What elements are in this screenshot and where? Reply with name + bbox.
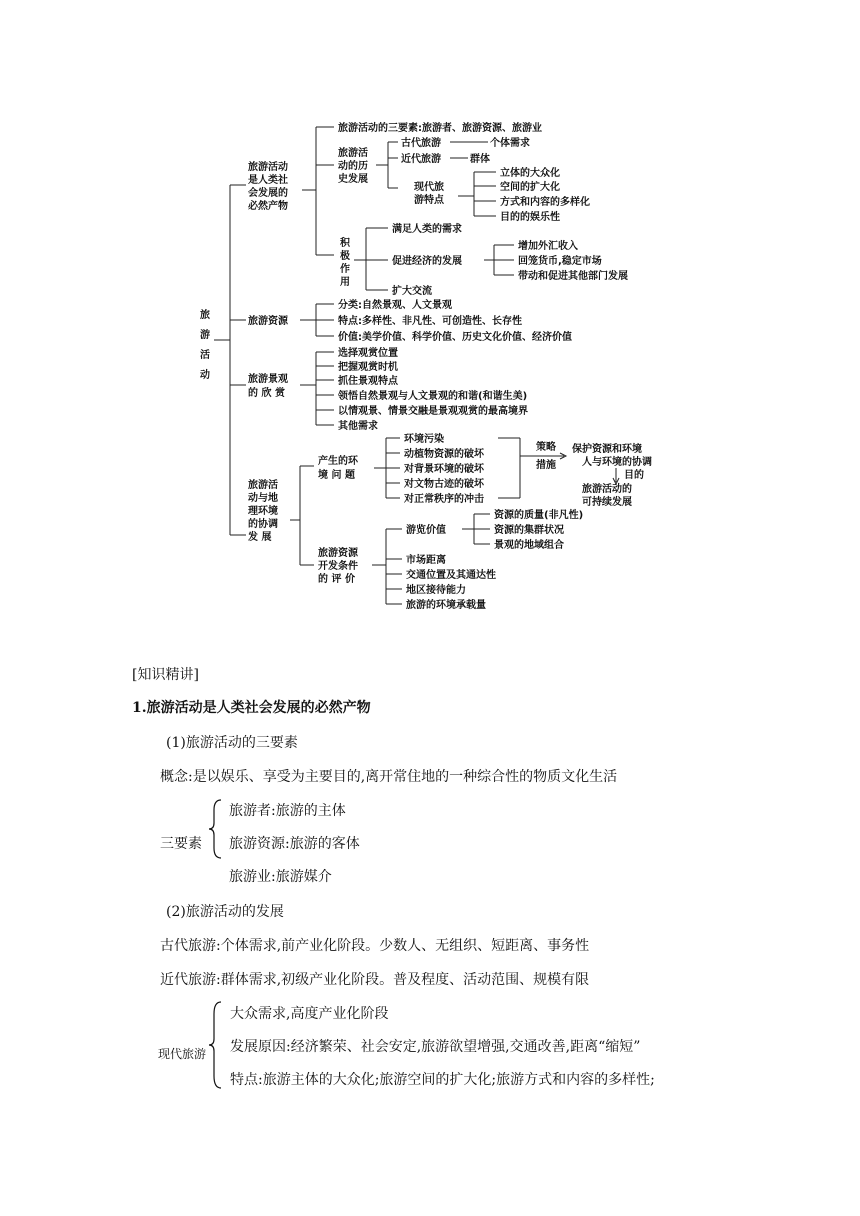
svg-text:旅游资源: 旅游资源 xyxy=(318,548,358,559)
positive-role-list xyxy=(392,222,462,297)
visit-value-item: 资源的集群状况 xyxy=(494,525,564,536)
env-problem-item: 对文物古迹的破坏 xyxy=(404,479,484,490)
svg-text:活: 活 xyxy=(200,350,210,361)
appreciation-item: 领悟自然景观与人文景观的和谐(和谐生美) xyxy=(338,391,528,402)
svg-text:必然产物: 必然产物 xyxy=(248,201,288,212)
svg-text:产生的环: 产生的环 xyxy=(318,456,358,467)
goal-result-node xyxy=(582,482,632,508)
svg-text:理环境: 理环境 xyxy=(248,506,278,517)
env-problem-list xyxy=(403,432,485,505)
three-elements-label: 三要素 xyxy=(160,836,202,852)
other-condition-item: 地区接待能力 xyxy=(406,585,466,596)
svg-text:旅游景观: 旅游景观 xyxy=(248,374,288,385)
svg-text:极: 极 xyxy=(340,251,350,262)
modern-feature-item: 空间的扩大化 xyxy=(500,182,560,193)
svg-text:策略: 策略 xyxy=(536,442,556,453)
svg-text:用: 用 xyxy=(340,277,350,288)
modern-travel-item: 大众需求,高度产业化阶段 xyxy=(230,1006,389,1022)
modern-feature-list xyxy=(500,166,590,223)
svg-text:动的历: 动的历 xyxy=(338,161,368,172)
svg-text:现代旅: 现代旅 xyxy=(414,182,444,193)
visit-value-node: 游览价值 xyxy=(406,525,446,536)
three-elements-node: 旅游活动的三要素:旅游者、旅游资源、旅游业 xyxy=(338,123,542,134)
appreciation-item: 把握观赏时机 xyxy=(338,362,398,373)
branch3-title xyxy=(248,372,288,399)
positive-role-item: 扩大交流 xyxy=(392,286,432,297)
svg-text:的 评 价: 的 评 价 xyxy=(318,574,355,585)
svg-text:积: 积 xyxy=(340,238,350,249)
other-condition-item: 旅游的环境承载量 xyxy=(406,600,486,611)
positive-role-item: 满足人类的需求 xyxy=(392,224,462,235)
early-modern-travel-text: 近代旅游:群体需求,初级产业化阶段。普及程度、活动范围、规模有限 xyxy=(160,972,590,988)
resource-item: 分类:自然景观、人文景观 xyxy=(338,300,452,311)
section-label: [知识精讲] xyxy=(132,667,199,683)
env-problem-item: 对正常秩序的冲击 xyxy=(404,494,484,505)
other-condition-item: 交通位置及其通达性 xyxy=(406,570,496,581)
modern-travel-label: 现代旅游 xyxy=(158,1047,207,1061)
economy-list xyxy=(518,239,628,282)
visit-value-item: 资源的质量(非凡性) xyxy=(494,510,584,521)
dev-conditions-node xyxy=(318,546,359,585)
svg-text:旅游活: 旅游活 xyxy=(338,148,368,159)
svg-text:人与环境的协调: 人与环境的协调 xyxy=(582,457,652,468)
protect-node xyxy=(571,442,652,468)
goal-label: 目的 xyxy=(624,470,644,481)
modern-feature-item: 方式和内容的多样化 xyxy=(500,197,590,208)
modern-feature-item: 目的的娱乐性 xyxy=(500,212,560,223)
other-condition-item: 市场距离 xyxy=(406,555,446,566)
svg-text:保护资源和环境: 保护资源和环境 xyxy=(572,444,642,455)
concept-text: 概念:是以娱乐、享受为主要目的,离开常住地的一种综合性的物质文化生活 xyxy=(160,769,618,785)
branch4-title xyxy=(247,478,278,543)
modern-travel-brace xyxy=(208,1000,224,1090)
three-element-item: 旅游者:旅游的主体 xyxy=(229,803,346,819)
svg-text:动与地: 动与地 xyxy=(248,493,278,504)
appreciation-item: 选择观赏位置 xyxy=(338,348,398,359)
appreciation-item: 抓住景观特点 xyxy=(338,376,398,387)
svg-text:措施: 措施 xyxy=(536,460,556,471)
env-problem-item: 对背景环境的破坏 xyxy=(404,464,484,475)
svg-text:的协调: 的协调 xyxy=(248,519,278,530)
appreciation-item: 其他需求 xyxy=(338,421,378,432)
env-problem-item: 动植物资源的破坏 xyxy=(404,449,484,460)
appreciation-list xyxy=(337,346,528,432)
economy-item: 带动和促进其他部门发展 xyxy=(518,271,628,282)
ancient-travel-node: 古代旅游 xyxy=(401,138,441,149)
heading-1: 1.旅游活动是人类社会发展的必然产物 xyxy=(132,700,371,716)
three-element-item: 旅游业:旅游媒介 xyxy=(229,869,332,885)
early-modern-node: 近代旅游 xyxy=(401,154,441,165)
svg-text:旅游活动的: 旅游活动的 xyxy=(582,484,632,495)
positive-role-item: 促进经济的发展 xyxy=(392,256,462,267)
svg-text:旅游活: 旅游活 xyxy=(248,480,278,491)
subheading-1: (1)旅游活动的三要素 xyxy=(166,735,298,751)
visit-value-item: 景观的地域组合 xyxy=(494,540,564,551)
economy-item: 回笼货币,稳定市场 xyxy=(518,256,602,267)
resource-item: 价值:美学价值、科学价值、历史文化价值、经济价值 xyxy=(338,332,572,343)
svg-text:史发展: 史发展 xyxy=(338,174,368,185)
economy-item: 增加外汇收入 xyxy=(518,241,578,252)
positive-role-node xyxy=(339,236,351,288)
history-node xyxy=(338,146,368,185)
svg-text:开发条件: 开发条件 xyxy=(318,561,358,572)
modern-features-node xyxy=(413,180,445,206)
appreciation-item: 以情观景、情景交融是景观观赏的最高境界 xyxy=(338,406,528,417)
svg-text:旅游活动: 旅游活动 xyxy=(248,162,288,173)
svg-text:游: 游 xyxy=(200,330,210,341)
branch2-title: 旅游资源 xyxy=(248,316,288,327)
svg-text:的 欣 赏: 的 欣 赏 xyxy=(248,388,285,399)
svg-text:游特点: 游特点 xyxy=(414,195,444,206)
svg-text:作: 作 xyxy=(340,264,350,275)
three-elements-brace xyxy=(208,798,224,860)
early-modern-note: 群体 xyxy=(470,154,490,165)
ancient-travel-text: 古代旅游:个体需求,前产业化阶段。少数人、无组织、短距离、事务性 xyxy=(160,938,590,954)
svg-text:动: 动 xyxy=(200,370,210,381)
svg-text:会发展的: 会发展的 xyxy=(248,188,288,199)
svg-text:可持续发展: 可持续发展 xyxy=(582,497,632,508)
svg-text:发 展: 发 展 xyxy=(248,532,272,543)
svg-text:是人类社: 是人类社 xyxy=(248,175,288,186)
env-problem-item: 环境污染 xyxy=(404,434,444,445)
env-problems-node xyxy=(318,454,359,481)
modern-feature-item: 立体的大众化 xyxy=(500,168,560,179)
modern-travel-item: 特点:旅游主体的大众化;旅游空间的扩大化;旅游方式和内容的多样性; xyxy=(230,1072,655,1088)
ancient-note: 个体需求 xyxy=(490,138,530,149)
svg-text:旅: 旅 xyxy=(200,310,210,321)
branch1-title xyxy=(247,160,288,212)
svg-text:境 问 题: 境 问 题 xyxy=(318,470,355,481)
other-condition-list xyxy=(406,553,496,611)
resource-item: 特点:多样性、非凡性、可创造性、长存性 xyxy=(338,316,522,327)
root-label xyxy=(200,308,210,381)
resource-list xyxy=(338,298,572,343)
three-element-item: 旅游资源:旅游的客体 xyxy=(229,836,360,852)
visit-value-list xyxy=(494,508,583,551)
subheading-2: (2)旅游活动的发展 xyxy=(166,904,284,920)
modern-travel-item: 发展原因:经济繁荣、社会安定,旅游欲望增强,交通改善,距离“缩短” xyxy=(230,1039,641,1055)
